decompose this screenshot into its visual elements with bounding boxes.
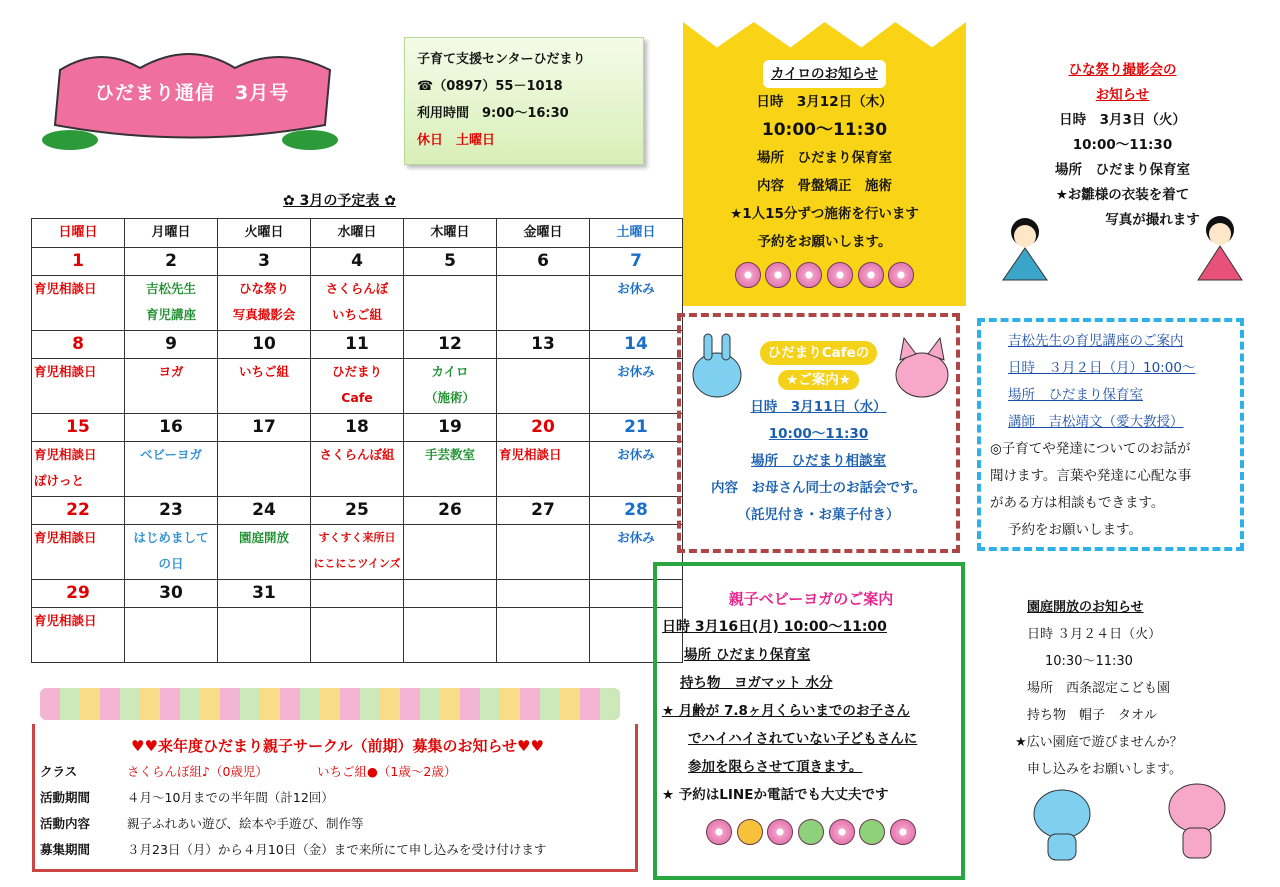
recruit-value: ３月23日（月）から４月10日（金）まで来所にて申し込みを受け付けます: [127, 842, 547, 857]
period-label: 活動期間: [40, 790, 91, 805]
calendar-event-cell: [218, 359, 311, 414]
garden-items: 持ち物 帽子 タオル: [1027, 708, 1158, 723]
pig-icon: [1165, 776, 1229, 862]
calendar-date: 30: [125, 580, 218, 608]
flower-icon: [765, 262, 791, 288]
calendar-date: 10: [218, 331, 311, 359]
flower-icon: [858, 262, 884, 288]
lecture-title: 吉松先生の育児講座のご案内: [1008, 333, 1184, 349]
calendar-event-cell: [497, 276, 590, 331]
calendar-event-cell: [497, 525, 590, 580]
calendar-event: いちご組: [238, 364, 289, 379]
hina-title-2: お知らせ: [1095, 87, 1150, 103]
content-label: 活動内容: [40, 816, 91, 831]
kairo-notice: [683, 60, 966, 298]
calendar-date-row: [32, 414, 683, 442]
calendar-body: [32, 248, 683, 663]
calendar-event-cell: [590, 276, 683, 331]
calendar-event-cell: [497, 359, 590, 414]
hina-title-1: ひな祭り撮影会の: [1068, 62, 1177, 78]
flower-icon: [767, 819, 793, 845]
cafe-title-2: ★ご案内★: [778, 370, 859, 390]
center-name: 子育て支援センターひだまり: [417, 52, 586, 67]
cafe-time: 10:00～11:30: [768, 426, 869, 442]
calendar-date-row: [32, 248, 683, 276]
calendar-event-cell: [311, 608, 404, 663]
period-value: ４月～10月までの半年間（計12回）: [127, 790, 334, 805]
flower-icon: [735, 262, 761, 288]
garden-title: 園庭開放のお知らせ: [1027, 600, 1144, 615]
kairo-note2: 予約をお願いします。: [757, 234, 892, 250]
calendar-date: 14: [590, 331, 683, 359]
calendar-event-cell: [311, 359, 404, 414]
calendar-date: 13: [497, 331, 590, 359]
cafe-title-1: ひだまりCafeの: [760, 341, 878, 365]
lecture-date: 日時 ３月２日（月）10:00～: [1008, 360, 1196, 376]
calendar-event: はじめまして: [133, 530, 209, 545]
lecture-place: 場所 ひだまり保育室: [1008, 387, 1143, 403]
calendar-event: ひだまり: [331, 364, 382, 379]
hina-notice: [990, 58, 1255, 233]
calendar-date: 16: [125, 414, 218, 442]
garden-place: 場所 西条認定こども園: [1027, 681, 1171, 696]
weekday-mon: 月曜日: [125, 219, 218, 248]
calendar-date: 17: [218, 414, 311, 442]
cat-icon: [1030, 782, 1094, 862]
calendar-event-cell: [125, 276, 218, 331]
calendar-event-cell: [125, 525, 218, 580]
cafe-content: 内容 お母さん同士のお話会です。: [711, 480, 926, 496]
calendar-event-cell: [404, 359, 497, 414]
lecture-notice: [990, 328, 1240, 544]
class-a: さくらんぼ組♪（0歳児）: [127, 764, 268, 779]
calendar-date: 27: [497, 497, 590, 525]
baby-yoga-note1: ★ 月齢が 7.8ヶ月くらいまでのお子さん: [662, 703, 910, 719]
baby-yoga-note4: ★ 予約はLINEか電話でも大丈夫です: [662, 787, 889, 803]
calendar-date: [497, 580, 590, 608]
calendar-event: （施術）: [424, 390, 475, 405]
weekday-header-row: [32, 219, 683, 248]
calendar-event-cell: [497, 608, 590, 663]
calendar-event: お休み: [617, 530, 655, 545]
cafe-place: 場所 ひだまり相談室: [751, 453, 886, 469]
weekday-tue: 火曜日: [218, 219, 311, 248]
flower-icon: [890, 819, 916, 845]
calendar-date: 28: [590, 497, 683, 525]
calendar-date: 5: [404, 248, 497, 276]
hina-place: 場所 ひだまり保育室: [1055, 162, 1190, 178]
calendar-event: さくらんぼ組: [319, 447, 395, 462]
calendar-event: 育児相談日: [34, 364, 97, 379]
calendar-date: [404, 580, 497, 608]
calendar-event-cell: [32, 442, 125, 497]
calendar-event: 育児相談日: [34, 530, 97, 545]
schedule-calendar: [31, 218, 683, 663]
garden-note1: ★広い園庭で遊びませんか？: [1015, 735, 1183, 750]
class-label: クラス: [40, 764, 78, 779]
hina-decoration-border: [40, 688, 620, 720]
calendar-event: 育児講座: [145, 307, 196, 322]
flower-icon: [827, 262, 853, 288]
calendar-event-cell: [311, 442, 404, 497]
ladybug-icon: [737, 819, 763, 845]
center-info-box: [404, 37, 644, 165]
calendar-event-cell: [32, 359, 125, 414]
calendar-event: 育児相談日: [34, 447, 97, 462]
center-hours: 利用時間 9:00～16:30: [417, 106, 569, 121]
flower-icon: [706, 819, 732, 845]
kairo-title: カイロのお知らせ: [763, 60, 886, 88]
calendar-event-cell: [404, 442, 497, 497]
calendar-date: 23: [125, 497, 218, 525]
calendar-event-cell: [218, 525, 311, 580]
calendar-event: ヨガ: [158, 364, 184, 379]
calendar-event: 写真撮影会: [232, 307, 296, 322]
calendar-event: 育児相談日: [499, 447, 562, 462]
calendar-event-row: [32, 608, 683, 663]
calendar-event-cell: [218, 442, 311, 497]
schedule-title: ✿ 3月の予定表 ✿: [283, 193, 396, 209]
calendar-date: 8: [32, 331, 125, 359]
clover-icon: [798, 819, 824, 845]
calendar-event: お休み: [617, 364, 655, 379]
hina-doll-icon: [1195, 210, 1245, 282]
baby-yoga-items: 持ち物 ヨガマット 水分: [680, 675, 833, 691]
weekday-sun: 日曜日: [32, 219, 125, 248]
calendar-date: [311, 580, 404, 608]
lecture-lecturer: 講師 吉松靖文（愛大教授）: [1008, 414, 1184, 430]
calendar-date: 15: [32, 414, 125, 442]
class-b: いちご組●（1歳～2歳）: [317, 764, 457, 779]
calendar-event-cell: [218, 608, 311, 663]
calendar-date: 20: [497, 414, 590, 442]
calendar-event: ひな祭り: [238, 281, 289, 296]
baby-yoga-note2: でハイハイされていない子どもさんに: [688, 731, 918, 747]
calendar-event-cell: [590, 442, 683, 497]
calendar-event-row: [32, 525, 683, 580]
calendar-event: にこにこツインズ: [313, 557, 401, 570]
calendar-event-row: [32, 442, 683, 497]
baby-yoga-notice: [662, 585, 960, 855]
garden-time: 10:30～11:30: [1045, 654, 1133, 669]
calendar-event: 育児相談日: [34, 281, 97, 296]
cafe-date: 日時 3月11日（水）: [750, 399, 887, 415]
baby-yoga-title: 親子ベビーヨガのご案内: [728, 590, 894, 608]
calendar-event-cell: [218, 276, 311, 331]
circle-title: ♥♥来年度ひだまり親子サークル（前期）募集のお知らせ♥♥: [131, 737, 544, 755]
circle-recruit-notice: [40, 733, 635, 863]
calendar-event-cell: [590, 359, 683, 414]
calendar-date: 24: [218, 497, 311, 525]
hina-note2: 写真が撮れます: [1105, 212, 1200, 228]
calendar-event: 育児相談日: [34, 613, 97, 628]
calendar-date: 18: [311, 414, 404, 442]
cat-icon: [892, 330, 952, 400]
calendar-date: 21: [590, 414, 683, 442]
calendar-date: 7: [590, 248, 683, 276]
calendar-event: 吉松先生: [145, 281, 196, 296]
calendar-event-cell: [32, 276, 125, 331]
calendar-event-cell: [32, 608, 125, 663]
flower-icon: [888, 262, 914, 288]
hina-doll-icon: [995, 212, 1055, 282]
baby-yoga-place: 場所 ひだまり保育室: [684, 647, 811, 663]
calendar-event-row: [32, 359, 683, 414]
recruit-label: 募集期間: [40, 842, 91, 857]
calendar-event-cell: [125, 442, 218, 497]
lecture-body-4: 予約をお願いします。: [1008, 522, 1142, 538]
garden-date: 日時 ３月２４日（火）: [1027, 627, 1162, 642]
kairo-content: 内容 骨盤矯正 施術: [757, 178, 892, 194]
center-phone: ☎（0897）55－1018: [417, 79, 563, 94]
baby-yoga-date: 日時 3月16日(月) 10:00～11:00: [662, 619, 887, 635]
garden-note2: 申し込みをお願いします。: [1027, 762, 1182, 777]
weekday-wed: 水曜日: [311, 219, 404, 248]
calendar-event-cell: [311, 525, 404, 580]
calendar-event: 手芸教室: [424, 447, 475, 462]
cafe-note: （託児付き・お菓子付き）: [737, 507, 900, 523]
calendar-event: Cafe: [341, 390, 373, 405]
kairo-place: 場所 ひだまり保育室: [757, 150, 892, 166]
calendar-event-cell: [125, 608, 218, 663]
calendar-event: すくすく来所日: [318, 531, 396, 544]
kairo-time: 10:00～11:30: [761, 120, 888, 140]
calendar-event-cell: [404, 525, 497, 580]
newsletter-title: ひだまり通信 3月号: [95, 82, 290, 104]
calendar-date: 9: [125, 331, 218, 359]
hina-note1: ★お雛様の衣装を着て: [1055, 187, 1190, 203]
calendar-event: いちご組: [331, 307, 382, 322]
calendar-date-row: [32, 580, 683, 608]
calendar-event: さくらんぼ: [325, 281, 389, 296]
calendar-event: ぽけっと: [34, 473, 85, 488]
calendar-date: 26: [404, 497, 497, 525]
baby-yoga-note3: 参加を限らさせて頂きます。: [688, 759, 863, 775]
calendar-date: 3: [218, 248, 311, 276]
calendar-date: 4: [311, 248, 404, 276]
calendar-date-row: [32, 331, 683, 359]
lecture-body-2: 聞けます。言葉や発達に心配な事: [990, 468, 1192, 484]
calendar-event-cell: [497, 442, 590, 497]
calendar-event-cell: [32, 525, 125, 580]
calendar-date: 11: [311, 331, 404, 359]
calendar-date-row: [32, 497, 683, 525]
calendar-event-cell: [404, 608, 497, 663]
calendar-date: 2: [125, 248, 218, 276]
garden-notice: [1005, 594, 1240, 783]
flower-icon: [829, 819, 855, 845]
calendar-date: 22: [32, 497, 125, 525]
hina-time: 10:00～11:30: [1072, 137, 1173, 153]
center-closed: 休日 土曜日: [417, 133, 496, 148]
hina-date: 日時 3月3日（火）: [1059, 112, 1186, 128]
calendar-date: 12: [404, 331, 497, 359]
kairo-date: 日時 3月12日（木）: [756, 94, 893, 110]
kairo-note1: ★1人15分ずつ施術を行います: [730, 206, 919, 222]
calendar-date: 1: [32, 248, 125, 276]
weekday-thu: 木曜日: [404, 219, 497, 248]
lecture-body-3: がある方は相談もできます。: [990, 495, 1165, 511]
calendar-event-cell: [125, 359, 218, 414]
calendar-date: 25: [311, 497, 404, 525]
lecture-body-1: ◎子育てや発達についてのお話が: [990, 441, 1191, 457]
calendar-date: 19: [404, 414, 497, 442]
weekday-sat: 土曜日: [590, 219, 683, 248]
rabbit-icon: [690, 330, 744, 400]
calendar-event: お休み: [617, 281, 655, 296]
calendar-event-row: [32, 276, 683, 331]
calendar-date: 29: [32, 580, 125, 608]
caterpillar-icon: [859, 819, 885, 845]
calendar-event: お休み: [617, 447, 655, 462]
flower-icon: [796, 262, 822, 288]
calendar-event: 園庭開放: [238, 530, 289, 545]
weekday-fri: 金曜日: [497, 219, 590, 248]
calendar-event-cell: [404, 276, 497, 331]
calendar-date: 6: [497, 248, 590, 276]
calendar-event: の日: [158, 556, 184, 571]
calendar-event: ベビーヨガ: [139, 447, 202, 462]
content-value: 親子ふれあい遊び、絵本や手遊び、制作等: [127, 816, 364, 831]
calendar-event-cell: [311, 276, 404, 331]
calendar-event: カイロ: [431, 364, 469, 379]
calendar-date: 31: [218, 580, 311, 608]
